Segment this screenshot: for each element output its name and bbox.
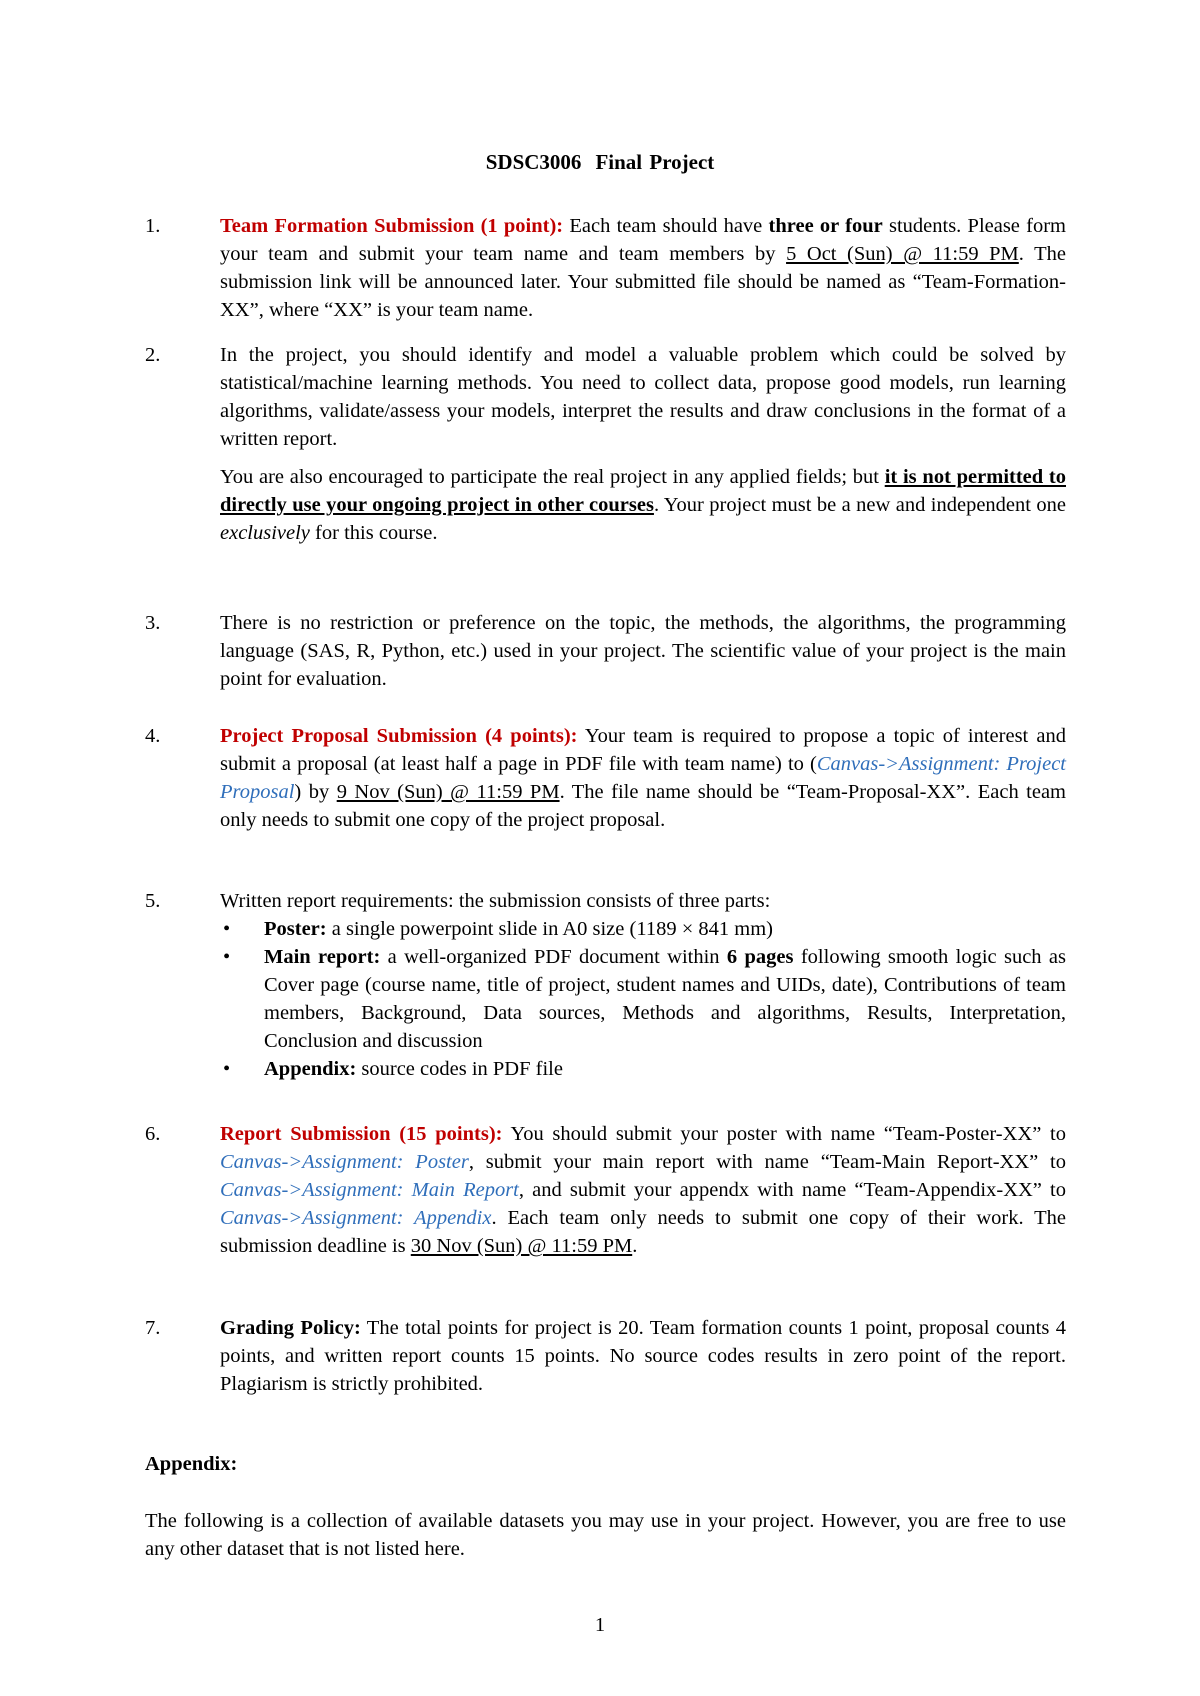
paragraph: You are also encouraged to participate the real project in any applied fields; but it is not permitted to directly use your ongoing project in other courses. Your project must be a new and independent one exclusively for this course. <box>220 466 1067 544</box>
item-text: Project Proposal Submission (4 points): Your team is required to propose a topic of interest and submit a proposal (at least half a page in PDF file with team name) to (Canvas->Assignment: Project Proposal) by 9 Nov (Sun) @ 11:59 PM. The file name should be “Team-Proposal-XX”. Each team only needs to submit one copy of the project proposal. <box>220 725 1067 831</box>
item-number: 2. <box>145 344 161 366</box>
canvas-link-project-proposal[interactable]: Canvas->Assignment: Project Proposal <box>220 753 1067 803</box>
canvas-link-poster[interactable]: Canvas->Assignment: Poster <box>220 1151 469 1173</box>
item-text <box>220 341 1066 547</box>
item-number: 7. <box>145 1317 161 1339</box>
section-heading: Team Formation Submission (1 point): <box>220 215 564 237</box>
list-item: • Appendix: source codes in PDF file <box>220 1055 1066 1083</box>
item-text: Report Submission (15 points): You should submit your poster with name “Team-Poster-XX” to Canvas->Assignment: Poster, submit your main report with name “Team-Main Report-XX” to Canvas->Assignment: Main Report, and submit your appendx with name “Team-Appendix-XX” to Canvas->Assignment: Appendix. Each team only needs to submit one copy of their work. The submission deadline is 30 Nov (Sun) @ 11:59 PM. <box>220 1123 1067 1257</box>
bullet-icon: • <box>223 918 231 940</box>
item-text: There is no restriction or preference on the topic, the methods, the algorithms, the programming language (SAS, R, Python, etc.) used in your project. The scientific value of your project is the main point for evaluation. <box>220 612 1066 690</box>
canvas-link-appendix[interactable]: Canvas->Assignment: Appendix <box>220 1207 492 1229</box>
bullet-list <box>220 915 1066 1083</box>
deadline: 30 Nov (Sun) @ 11:59 PM <box>410 1235 633 1257</box>
appendix-text: The following is a collection of available datasets you may use in your project. However, you are free to use any other dataset that is not listed here. <box>145 1510 1066 1560</box>
course-code: SDSC3006 <box>485 150 582 174</box>
deadline: 9 Nov (Sun) @ 11:59 PM <box>336 781 560 803</box>
canvas-link-main-report[interactable]: Canvas->Assignment: Main Report <box>220 1179 519 1201</box>
paragraph: Written report requirements: the submission consists of three parts: <box>220 890 771 912</box>
page-number: 1 <box>594 1614 606 1636</box>
appendix-heading: Appendix: <box>145 1453 238 1475</box>
deadline: 5 Oct (Sun) @ 11:59 PM <box>786 243 1019 265</box>
list-item: • Poster: a single powerpoint slide in A0 size (1189 × 841 mm) <box>220 915 1066 943</box>
item-number: 3. <box>145 612 161 634</box>
item-text: Grading Policy: The total points for project is 20. Team formation counts 1 point, proposal counts 4 points, and written report counts 15 points. No source codes results in zero point of the report. Plagiarism is strictly prohibited. <box>220 1317 1066 1395</box>
bullet-icon: • <box>223 1058 231 1080</box>
paragraph: In the project, you should identify and model a valuable problem which could be solved by statistical/machine learning methods. You need to collect data, propose good models, run learning algorithms, validate/assess your models, interpret the results and draw conclusions in the format of a written report. <box>220 344 1066 450</box>
list-item: • Main report: a well-organized PDF document within 6 pages following smooth logic such as Cover page (course name, title of project, student names and UIDs, date), Contributions of team members, Background, Data sources, Methods and algorithms, Results, Interpretation, Conclusion and discussion <box>220 943 1066 1055</box>
item-number: 5. <box>145 890 161 912</box>
item-number: 1. <box>145 215 161 237</box>
section-heading: Grading Policy: <box>220 1317 361 1339</box>
section-heading: Report Submission (15 points): <box>220 1123 503 1145</box>
page-title <box>0 148 1200 176</box>
section-heading: Project Proposal Submission (4 points): <box>220 725 578 747</box>
item-number: 4. <box>145 725 161 747</box>
item-text: Team Formation Submission (1 point): Each team should have three or four students. Please form your team and submit your team name and team members by 5 Oct (Sun) @ 11:59 PM. The submission link will be announced later. Your submitted file should be named as “Team-Formation-XX”, where “XX” is your team name. <box>220 215 1066 321</box>
bullet-icon: • <box>223 946 231 968</box>
item-number: 6. <box>145 1123 161 1145</box>
item-text <box>220 887 1066 1083</box>
project-title: Final Project <box>595 150 715 174</box>
